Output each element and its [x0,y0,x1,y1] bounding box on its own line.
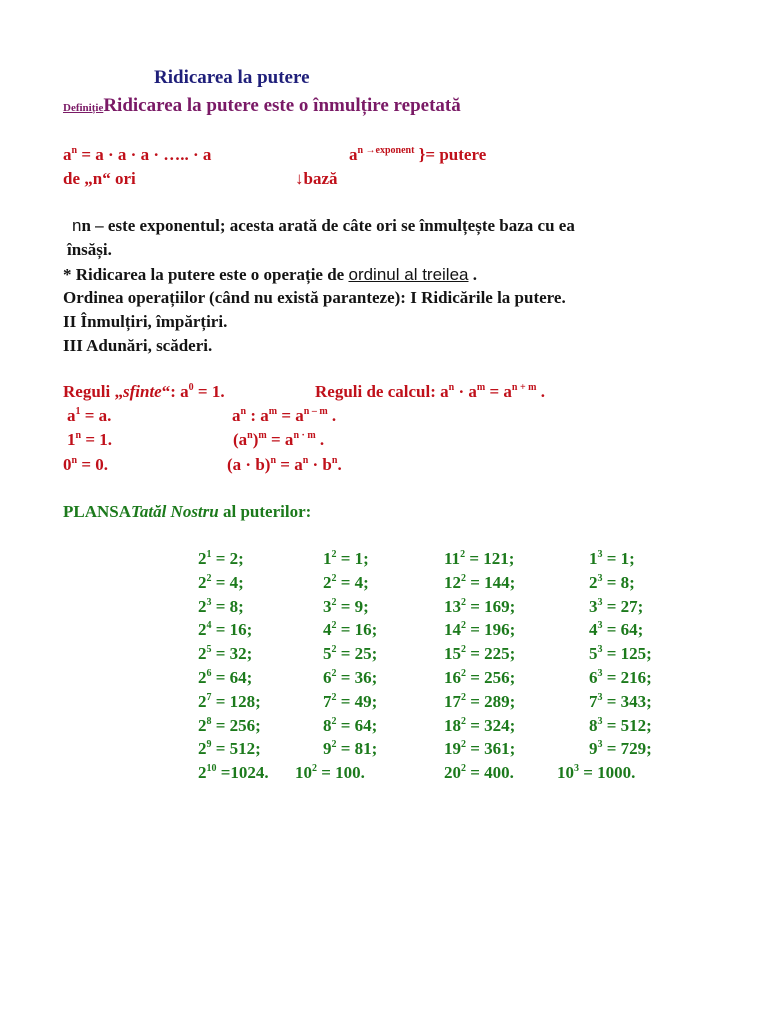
power-entry: $14^2 = 196$; [444,620,516,640]
base-label: ↓bază [295,169,338,188]
power-entry: $17^2 = 289$; [444,691,516,711]
power-entry: $10^3 = 1000$. [557,763,636,783]
power-entry: $2^7 = 128$; [198,691,261,711]
power-entry: $9^2 = 81$; [323,739,378,759]
times-label: de „n“ ori [63,169,136,188]
power-legend: $a^{n \to exponent}$ }= putere [349,145,487,164]
power-entry: $9^3 = 729$; [589,739,652,759]
power-entry: $13^2 = 169$; [444,596,516,616]
power-entry: $2^5 = 32$; [198,644,253,664]
rule-0n: $0^n = 0$. [63,455,108,474]
page-title: Ridicarea la putere [154,67,310,88]
power-entry: $2^3 = 8$; [198,596,244,616]
power-entry: $1^3 = 1$; [589,549,635,568]
power-entry: $2^3 = 8$; [589,572,635,592]
power-entry: $2^6 = 64$; [198,668,253,687]
power-entry: $7^2 = 49$; [323,691,378,711]
plansa-heading: PLANSATatăl Nostru al puterilor: [63,502,312,521]
power-entry: $16^2 = 256$; [444,668,516,687]
power-entry: $6^3 = 216$; [589,668,652,687]
power-entry: $2^4 = 16$; [198,620,253,640]
power-entry: $1^2 = 1$; [323,549,369,568]
power-entry: $2^8 = 256$; [198,715,261,735]
power-entry: $2^1 = 2$; [198,549,244,568]
rule-product-power: $(a \cdot b)^n = a^n \cdot b^n$. [227,455,342,474]
power-entry: $4^3 = 64$; [589,620,644,640]
power-entry: $11^2 = 121$; [444,549,515,568]
power-entry: $8^2 = 64$; [323,715,378,735]
power-entry: $15^2 = 225$; [444,644,516,664]
power-entry: $3^3 = 27$; [589,596,644,616]
power-entry: $8^3 = 512$; [589,715,652,735]
power-entry: $2^2 = 4$; [323,572,369,592]
power-entry: $19^2 = 361$; [444,739,516,759]
power-entry: $18^2 = 324$; [444,715,516,735]
definition-label: Definiție [63,102,104,114]
power-entry: $5^2 = 25$; [323,644,378,664]
power-entry: $6^2 = 36$; [323,668,378,687]
power-entry: $2^2 = 4$; [198,572,244,592]
third-order-note: * Ridicarea la putere este o operație de ordinul al treilea . [63,265,477,284]
rule-power-of-power: $(a^n)^m = a^{n \cdot m}$ . [233,430,325,449]
power-entry: $5^3 = 125$; [589,644,652,664]
power-entry: $7^3 = 343$; [589,691,652,711]
power-entry: $2^9 = 512$; [198,739,261,759]
definition-text: Ridicarea la putere este o înmulțire repetată [103,95,461,116]
rule-a1: $a^1 = a$. [67,406,112,425]
rule-division: $a^n$ : $a^m = a^{n - m}$ . [232,406,337,425]
power-entry: $20^2 = 400$. [444,763,514,783]
order-step-2: II Înmulțiri, împărțiri. [63,312,228,331]
power-entry: $10^2 = 100$. [295,763,365,783]
power-entry: $4^2 = 16$; [323,620,378,640]
exponent-explanation-cont: însăși. [67,240,112,259]
power-formula: $a^n = a \cdot a \cdot a$ · ….. · a [63,145,212,164]
power-entry: $3^2 = 9$; [323,596,369,616]
definition-line [63,96,461,118]
power-entry: $12^2 = 144$; [444,572,516,592]
rule-1n: $1^n = 1$. [67,430,112,449]
power-entry: $2^{10} =1024$. [198,763,269,783]
holy-rules: Reguli „sfinte“: $a^0 = 1$. [63,382,225,401]
order-step-3: III Adunări, scăderi. [63,336,213,355]
exponent-explanation: nn – este exponentul; acesta arată de câte ori se înmulțește baza cu ea [72,216,575,235]
order-of-operations: Ordinea operațiilor (când nu există paranteze): I Ridicările la putere. [63,288,566,307]
calc-rules: Reguli de calcul: $a^n \cdot a^m = a^{n + m}$ . [315,382,545,401]
exponent-explanation-text: n – este exponentul; acesta arată de câte ori se înmulțește baza cu ea [81,216,575,235]
